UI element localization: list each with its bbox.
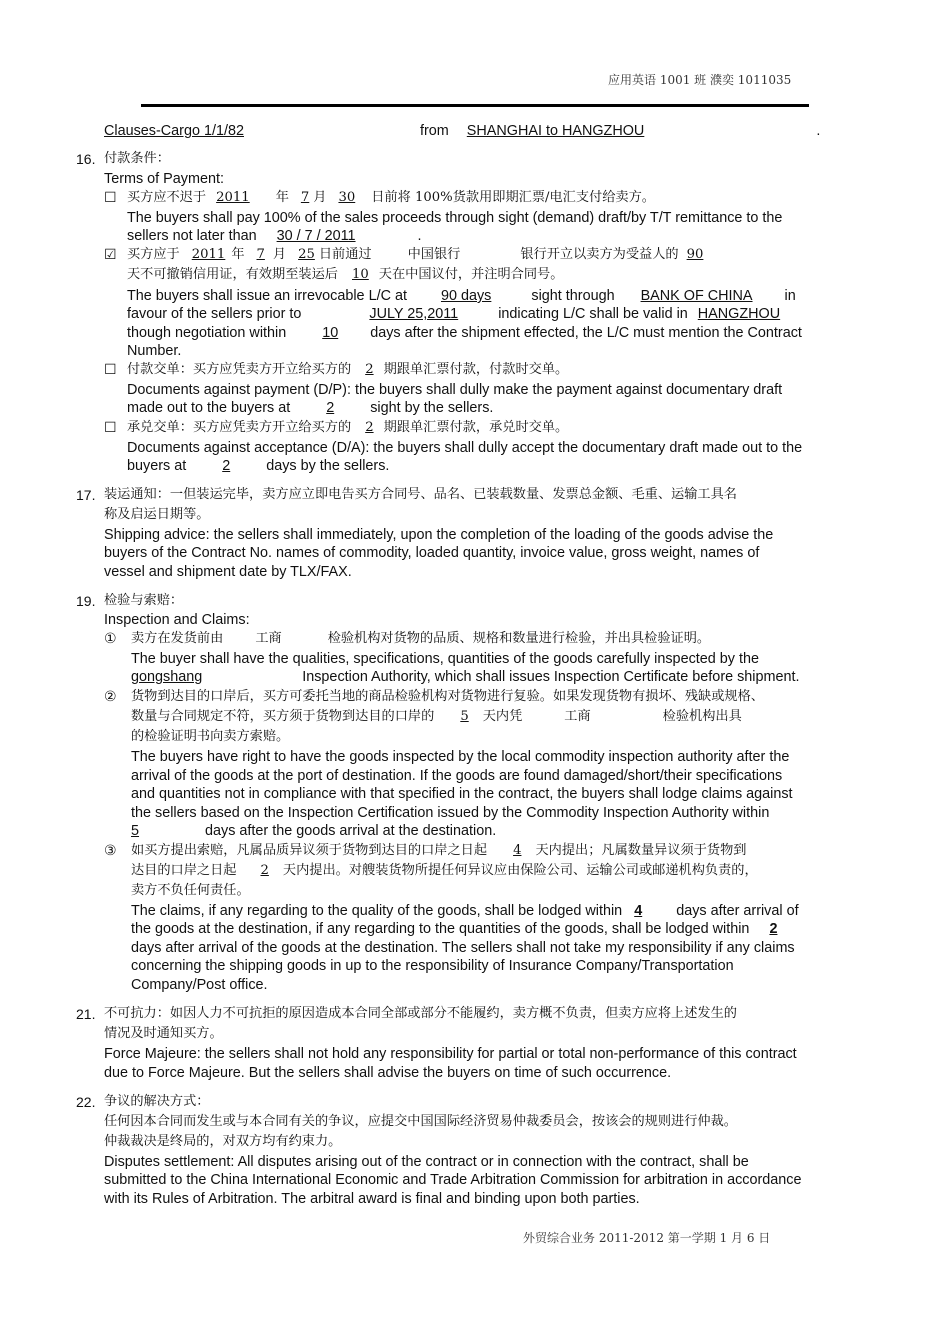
page-footer: 外贸综合业务 2011-2012 第一学期 1 月 6 日 — [523, 1231, 771, 1245]
circled-one-marker: ① — [104, 631, 117, 647]
c3-cn-2: 达目的口岸之日起 2 天内提出。对艘装货物所提任何异议应由保险公司、运输公司或邮递机构负责的， — [131, 863, 758, 878]
force-en-2: due to Force Majeure. But the sellers shall advise the buyers on time of such occurrence. — [104, 1065, 672, 1081]
opt2-en-1: The buyers shall issue an irrevocable L/C at 90 days sight through BANK OF CHINA in — [127, 288, 796, 304]
c3-en-1: The claims, if any regarding to the quality of the goods, shall be lodged within 4 days after arrival of — [131, 903, 799, 919]
header-rule — [141, 104, 809, 107]
c1-en-1: The buyer shall have the qualities, specifications, quantities of the goods carefully inspected by the — [131, 651, 759, 667]
clause-number-19: 19. — [76, 593, 96, 609]
opt2-cn-1: 买方应于 2011 年 7 月 25 日前通过 中国银行 银行开立以卖方为受益人的 90 — [127, 247, 704, 262]
c2-cn-3: 的检验证明书向卖方索赔。 — [131, 729, 290, 744]
circled-three-marker: ③ — [104, 843, 117, 859]
dispute-cn-2: 仲裁裁决是终局的，对双方均有约束力。 — [104, 1134, 342, 1149]
clauses-line: Clauses-Cargo 1/1/82 from SHANGHAI to HANGZHOU . — [104, 123, 821, 139]
dispute-cn-1: 任何因本合同而发生或与本合同有关的争议，应提交中国国际经济贸易仲裁委员会，按该会的规则进行仲裁。 — [104, 1114, 737, 1129]
shipping-en-3: vessel and shipment date by TLX/FAX. — [104, 564, 352, 580]
c3-en-2: the goods at the destination, if any regarding to the quantities of the goods, shall be lodged within 2 — [131, 921, 778, 937]
shipping-cn-2: 称及启运日期等。 — [104, 507, 210, 522]
opt1-cn: 买方应不迟于 2011 年 7 月 30 日前将 100%货款用即期汇票/电汇支付给卖方。 — [127, 190, 655, 205]
inspection-title-en: Inspection and Claims: — [104, 612, 250, 628]
clause-number-16: 16. — [76, 151, 96, 167]
c3-cn-3: 卖方不负任何责任。 — [131, 883, 250, 898]
dispute-en-2: submitted to the China International Economic and Trade Arbitration Commission for arbitration in accordance — [104, 1172, 802, 1188]
shipping-en-1: Shipping advice: the sellers shall immediately, upon the completion of the loading of the goods advise the — [104, 527, 774, 543]
route-value: SHANGHAI to HANGZHOU — [466, 123, 645, 139]
c3-en-3: days after arrival of the goods at the destination. The sellers shall not take my responsibility if any claims — [131, 940, 795, 956]
inspection-title-cn: 检验与索赔： — [104, 593, 184, 608]
force-en-1: Force Majeure: the sellers shall not hold any responsibility for partial or total non-performance of this contract — [104, 1046, 797, 1062]
c3-en-4: concerning the shipping goods in up to the responsibility of Insurance Company/Transportation — [131, 958, 734, 974]
clause-number-21: 21. — [76, 1006, 96, 1022]
c2-cn-1: 货物到达目的口岸后，买方可委托当地的商品检验机构对货物进行复验。如果发现货物有损坏、残缺或规格、 — [131, 689, 764, 704]
opt3-en-2: made out to the buyers at 2 sight by the sellers. — [127, 400, 494, 416]
checkbox-unchecked-icon: ☐ — [104, 420, 117, 436]
c2-en-3: and quantities not in compliance with that specified in the contract, the buyers shall lodge claims against — [131, 786, 793, 802]
dispute-en-1: Disputes settlement: All disputes arising out of the contract or in connection with the contract, shall be — [104, 1154, 749, 1170]
checkbox-unchecked-icon: ☐ — [104, 362, 117, 378]
page-header: 应用英语 1001 班 濮奕 1011035 — [608, 73, 792, 87]
opt4-en-1: Documents against acceptance (D/A): the buyers shall dully accept the documentary draft made out to the — [127, 440, 803, 456]
opt1-en-2: sellers not later than 30 / 7 / 2011 . — [127, 228, 422, 244]
force-cn-1: 不可抗力：如因人力不可抗拒的原因造成本合同全部或部分不能履约，卖方概不负责，但卖方应将上述发生的 — [104, 1006, 737, 1021]
c2-en-4: the sellers based on the Inspection Certification issued by the Commodity Inspection Authority within — [131, 805, 770, 821]
checkbox-unchecked-icon: ☐ — [104, 190, 117, 206]
c3-en-5: Company/Post office. — [131, 977, 268, 993]
c3-cn-1: 如买方提出索赔，凡属品质异议须于货物到达目的口岸之日起 4 天内提出；凡属数量异议须于货物到 — [131, 843, 747, 858]
shipping-cn-1: 装运通知：一但装运完毕，卖方应立即电告买方合同号、品名、已装载数量、发票总金额、毛重、运输工具名 — [104, 487, 737, 502]
c2-en-1: The buyers have right to have the goods inspected by the local commodity inspection authority after the — [131, 749, 790, 765]
dispute-en-3: with its Rules of Arbitration. The arbitral award is final and binding upon both parties. — [104, 1191, 640, 1207]
opt1-date: 30 / 7 / 2011 — [276, 228, 356, 244]
force-cn-2: 情况及时通知买方。 — [104, 1026, 223, 1041]
shipping-en-2: buyers of the Contract No. names of commodity, loaded quantity, invoice value, gross weight, names of — [104, 545, 760, 561]
c2-cn-2: 数量与合同规定不符，买方须于货物到达目的口岸的 5 天内凭 工商 检验机构出具 — [131, 709, 742, 724]
clause-value: Clauses-Cargo 1/1/82 — [104, 123, 244, 139]
opt2-en-2: favour of the sellers prior to JULY 25,2011 indicating L/C shall be valid in HANGZHOU — [127, 306, 781, 322]
c1-en-2: gongshang Inspection Authority, which shall issues Inspection Certificate before shipment. — [131, 669, 800, 685]
clause-number-22: 22. — [76, 1094, 96, 1110]
opt2-en-4: Number. — [127, 343, 182, 359]
payment-title-cn: 付款条件： — [104, 151, 170, 166]
opt2-cn-2: 天不可撤销信用证，有效期至装运后 10 天在中国议付，并注明合同号。 — [127, 267, 564, 282]
clause-number-17: 17. — [76, 487, 96, 503]
opt3-en-1: Documents against payment (D/P): the buyers shall dully make the payment against documentary draft — [127, 382, 783, 398]
c2-en-5: 5 days after the goods arrival at the destination. — [131, 823, 497, 839]
dispute-title-cn: 争议的解决方式： — [104, 1094, 210, 1109]
c2-en-2: arrival of the goods at the port of destination. If the goods are found damaged/short/their specifications — [131, 768, 783, 784]
payment-title-en: Terms of Payment: — [104, 171, 224, 187]
opt4-en-2: buyers at 2 days by the sellers. — [127, 458, 390, 474]
c1-cn: 卖方在发货前由 工商 检验机构对货物的品质、规格和数量进行检验，并出具检验证明。 — [131, 631, 711, 646]
checkbox-checked-icon: ☑ — [104, 247, 117, 263]
from-label: from — [420, 123, 449, 139]
opt1-en-1: The buyers shall pay 100% of the sales proceeds through sight (demand) draft/by T/T remittance to the — [127, 210, 783, 226]
opt3-cn: 付款交单：买方应凭卖方开立给买方的 2 期跟单汇票付款，付款时交单。 — [127, 362, 569, 377]
opt4-cn: 承兑交单：买方应凭卖方开立给买方的 2 期跟单汇票付款，承兑时交单。 — [127, 420, 569, 435]
opt2-en-3: though negotiation within 10 days after the shipment effected, the L/C must mention the Contract — [127, 325, 802, 341]
circled-two-marker: ② — [104, 689, 117, 705]
